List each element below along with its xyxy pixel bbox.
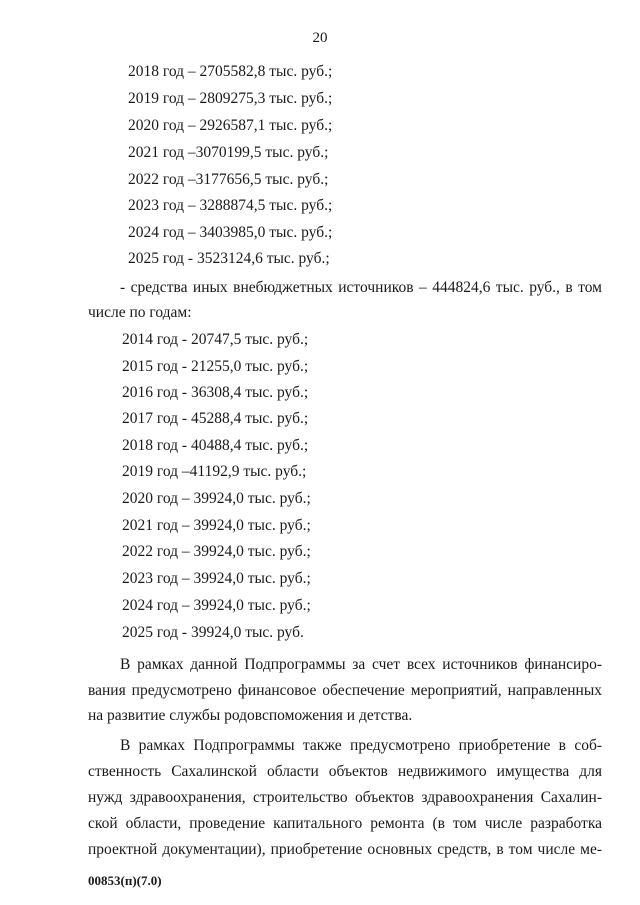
amount-line: 2014 год - 20747,5 тыс. руб.;: [122, 331, 309, 348]
amount-line: 2022 год –3177656,5 тыс. руб.;: [128, 171, 329, 188]
amount-line: 2016 год - 36308,4 тыс. руб.;: [122, 384, 309, 401]
page-number: 20: [312, 30, 328, 46]
amount-line: 2025 год - 3523124,6 тыс. руб.;: [128, 250, 330, 267]
paragraph-line: вания предусмотрено финансовое обеспечение мероприятий, направленных: [88, 682, 602, 699]
other-sources-line: числе по годам:: [88, 304, 192, 321]
amount-line: 2021 год –3070199,5 тыс. руб.;: [128, 144, 329, 161]
paragraph-line: В рамках Подпрограммы также предусмотрено приобретение в соб-: [120, 737, 602, 754]
amount-line: 2018 год - 40488,4 тыс. руб.;: [122, 437, 309, 454]
paragraph-line: проектной документации), приобретение основных средств, в том числе ме-: [88, 841, 602, 858]
amount-line: 2020 год – 2926587,1 тыс. руб.;: [128, 117, 333, 134]
amount-line: 2022 год – 39924,0 тыс. руб.;: [122, 543, 311, 560]
amount-line: 2023 год – 3288874,5 тыс. руб.;: [128, 197, 333, 214]
amount-line: 2024 год – 39924,0 тыс. руб.;: [122, 597, 311, 614]
other-sources-line: - средства иных внебюджетных источников – 444824,6 тыс. руб., в том: [120, 279, 602, 296]
paragraph-line: на развитие службы родовспоможения и детства.: [88, 707, 413, 724]
amount-line: 2018 год – 2705582,8 тыс. руб.;: [128, 63, 333, 80]
amount-line: 2017 год - 45288,4 тыс. руб.;: [122, 410, 309, 427]
amount-line: 2025 год - 39924,0 тыс. руб.: [122, 624, 304, 641]
amount-line: 2023 год – 39924,0 тыс. руб.;: [122, 570, 311, 587]
amount-line: 2024 год – 3403985,0 тыс. руб.;: [128, 224, 333, 241]
amount-line: 2020 год – 39924,0 тыс. руб.;: [122, 490, 311, 507]
paragraph-line: ственность Сахалинской области объектов недвижимого имущества для: [88, 763, 602, 780]
paragraph-line: нужд здравоохранения, строительство объектов здравоохранения Сахалин-: [88, 789, 602, 806]
amount-line: 2021 год – 39924,0 тыс. руб.;: [122, 517, 311, 534]
document-code: 00853(п)(7.0): [88, 873, 162, 888]
paragraph-line: В рамках данной Подпрограммы за счет всех источников финансиро-: [120, 656, 602, 673]
paragraph-line: ской области, проведение капитального ремонта (в том числе разработка: [88, 815, 602, 832]
amount-line: 2019 год – 2809275,3 тыс. руб.;: [128, 90, 333, 107]
amount-line: 2015 год - 21255,0 тыс. руб.;: [122, 358, 309, 375]
amount-line: 2019 год –41192,9 тыс. руб.;: [122, 463, 307, 480]
